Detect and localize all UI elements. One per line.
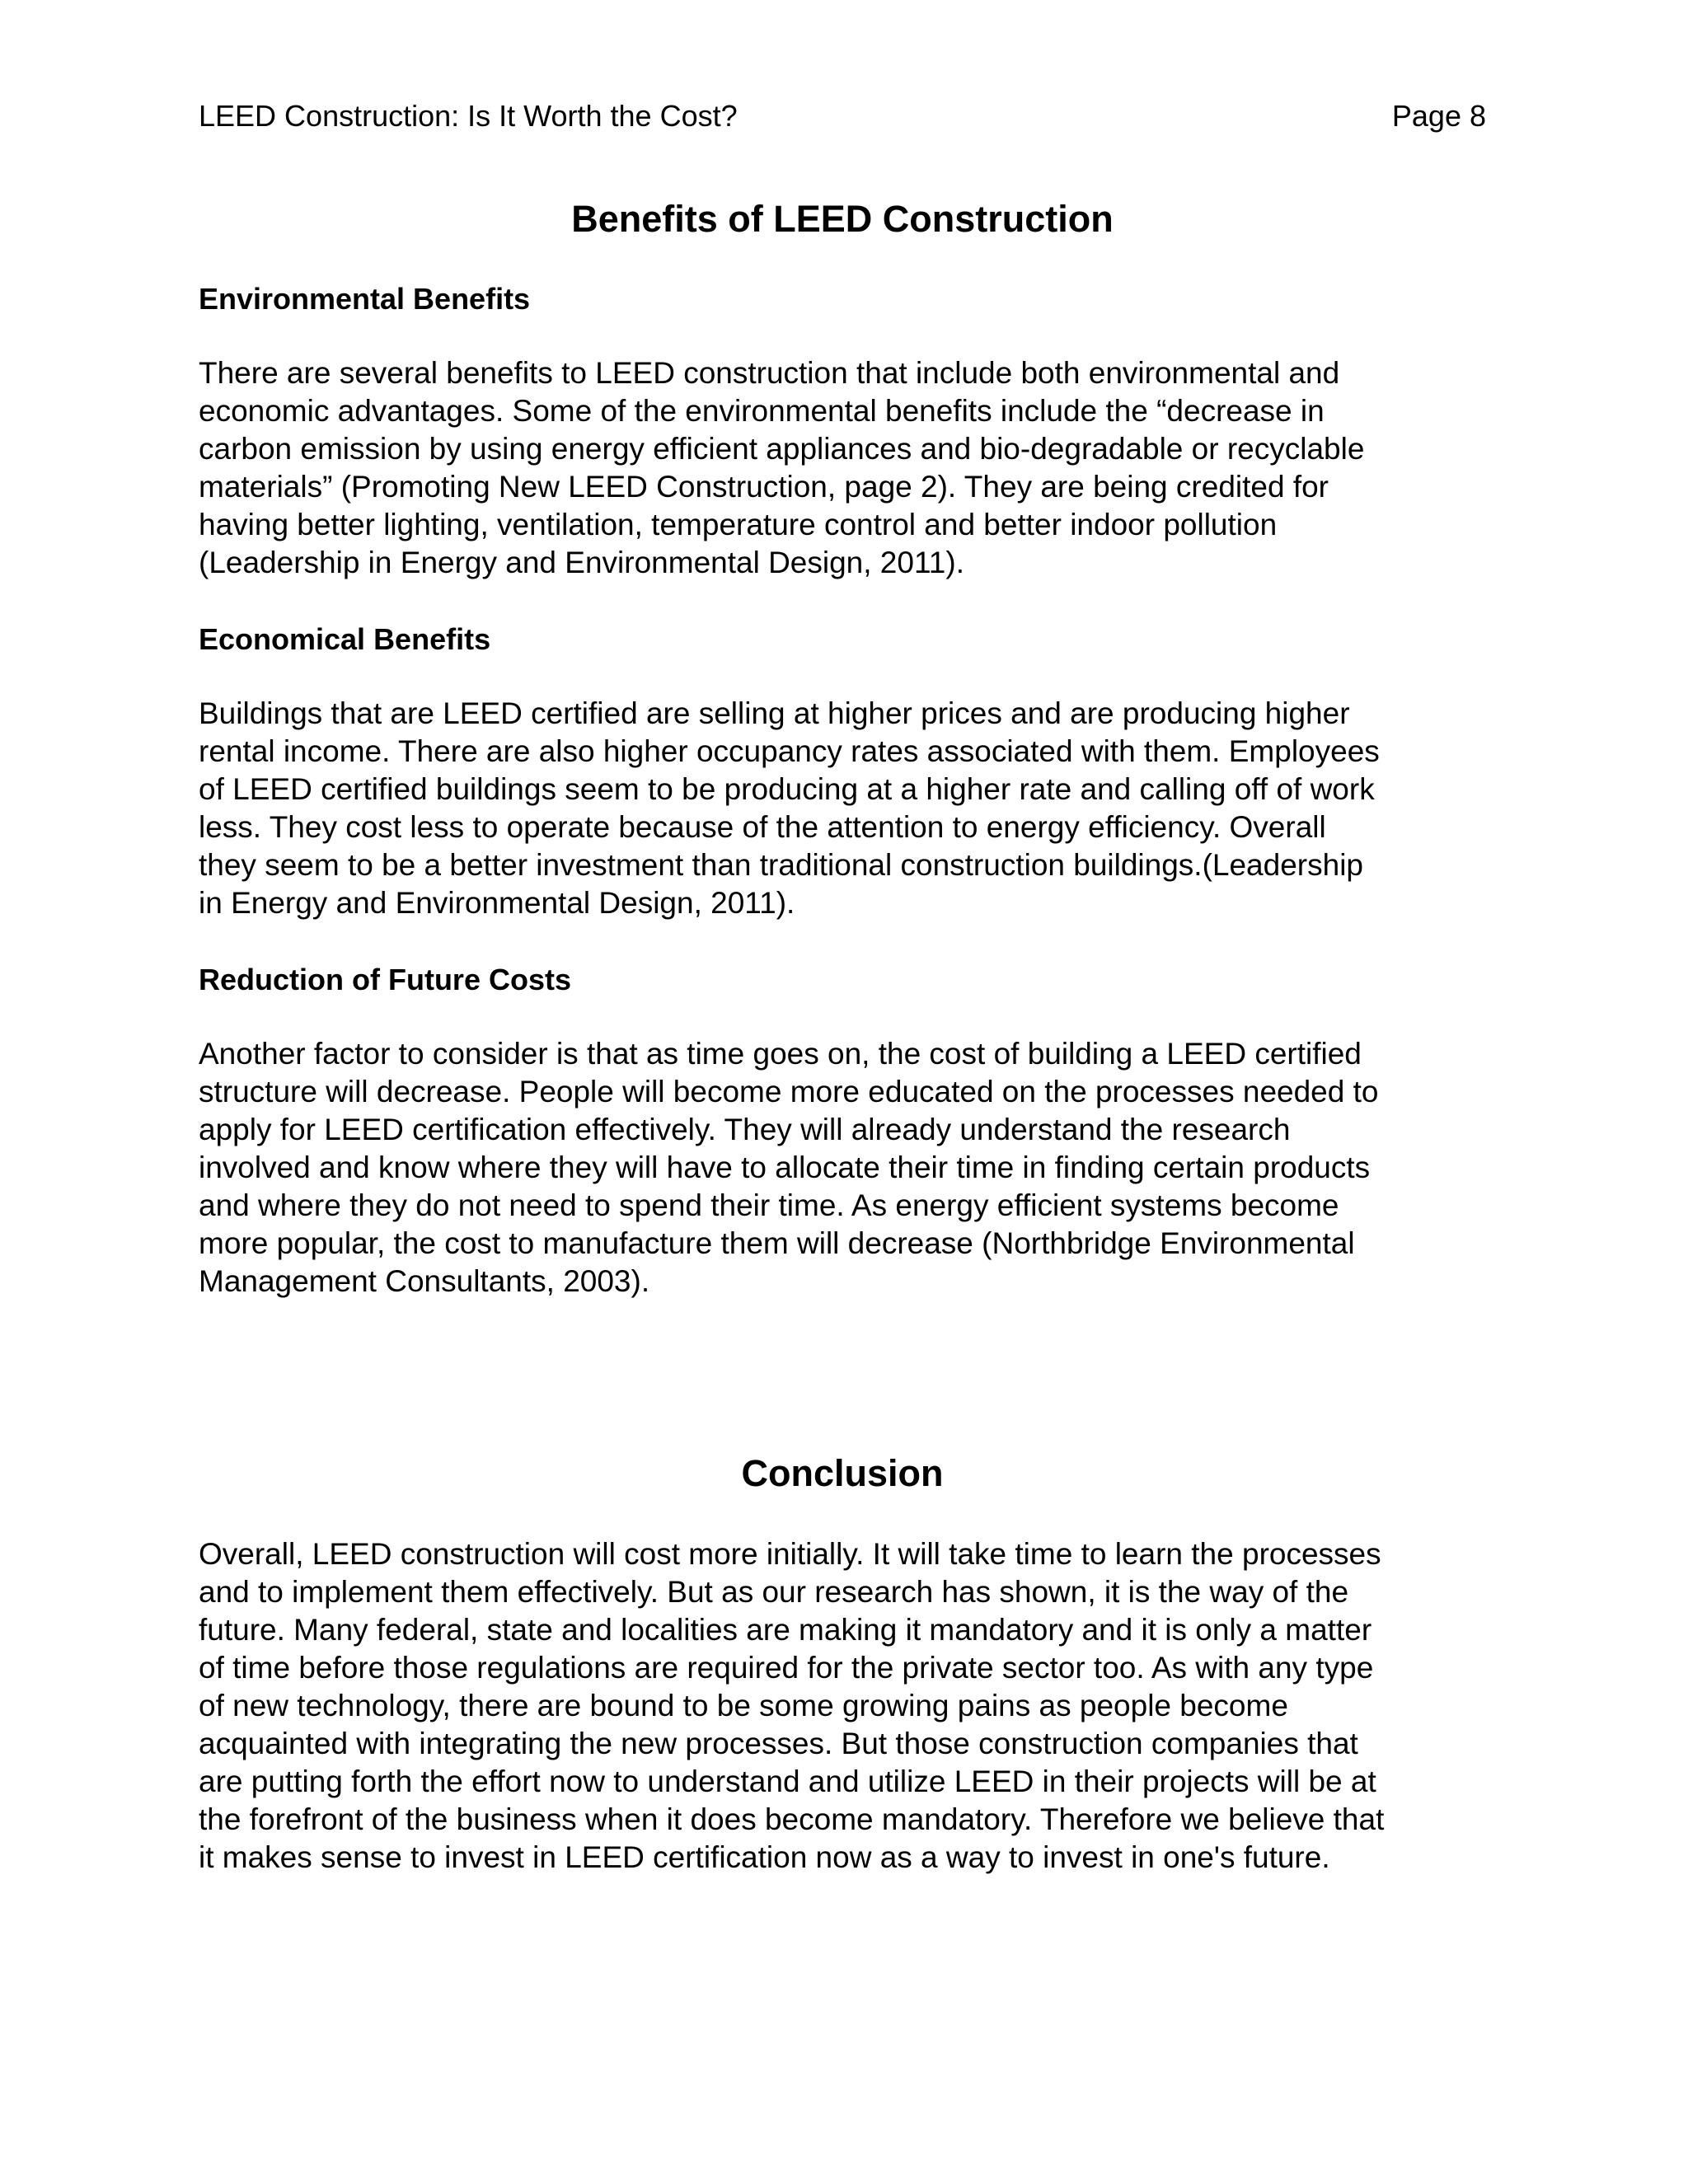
paragraph-line: materials” (Promoting New LEED Construction, page 2). They are being credited for: [199, 470, 1329, 504]
page-header: [199, 97, 1486, 135]
paragraph-line: rental income. There are also higher occupancy rates associated with them. Employees: [199, 734, 1380, 768]
paragraph-line: structure will decrease. People will become more educated on the processes needed to: [199, 1075, 1379, 1108]
paragraph-line: are putting forth the effort now to understand and utilize LEED in their projects will be at: [199, 1765, 1376, 1798]
paragraph-line: and to implement them effectively. But as our research has shown, it is the way of the: [199, 1575, 1349, 1609]
paragraph-line: future. Many federal, state and localities are making it mandatory and it is only a matter: [199, 1613, 1372, 1647]
paragraph-line: the forefront of the business when it does become mandatory. Therefore we believe that: [199, 1802, 1385, 1836]
paragraph-line: more popular, the cost to manufacture them will decrease (Northbridge Environmental: [199, 1226, 1355, 1260]
economical-benefits-heading: Economical Benefits: [199, 622, 491, 656]
environmental-benefits-paragraph: [199, 354, 1486, 582]
paragraph-line: of LEED certified buildings seem to be producing at a higher rate and calling off of work: [199, 772, 1375, 806]
conclusion-section-title: Conclusion: [741, 1452, 944, 1494]
benefits-section-title: Benefits of LEED Construction: [571, 198, 1114, 240]
paragraph-line: they seem to be a better investment than traditional construction buildings.(Leadership: [199, 848, 1363, 882]
paragraph-line: it makes sense to invest in LEED certification now as a way to invest in one's future.: [199, 1840, 1330, 1874]
paragraph-line: economic advantages. Some of the environmental benefits include the “decrease in: [199, 394, 1325, 428]
page-number: Page 8: [1391, 99, 1486, 133]
future-costs-heading: Reduction of Future Costs: [199, 963, 571, 996]
paragraph-line: Overall, LEED construction will cost more initially. It will take time to learn the processes: [199, 1537, 1381, 1571]
economical-benefits-paragraph: [199, 695, 1486, 922]
paragraph-line: involved and know where they will have to allocate their time in finding certain products: [199, 1151, 1371, 1184]
paragraph-line: There are several benefits to LEED construction that include both environmental and: [199, 356, 1340, 390]
paragraph-line: having better lighting, ventilation, temperature control and better indoor pollution: [199, 508, 1278, 541]
paragraph-line: apply for LEED certification effectively. They will already understand the research: [199, 1113, 1291, 1146]
paragraph-line: of time before those regulations are required for the private sector too. As with any type: [199, 1651, 1374, 1685]
paragraph-line: in Energy and Environmental Design, 2011).: [199, 886, 795, 920]
paragraph-line: Buildings that are LEED certified are selling at higher prices and are producing higher: [199, 696, 1350, 730]
paragraph-line: and where they do not need to spend their time. As energy efficient systems become: [199, 1188, 1339, 1222]
paragraph-line: of new technology, there are bound to be some growing pains as people become: [199, 1689, 1288, 1722]
paragraph-line: acquainted with integrating the new processes. But those construction companies that: [199, 1727, 1358, 1760]
document-title: LEED Construction: Is It Worth the Cost?: [199, 99, 738, 133]
future-costs-paragraph: [199, 1035, 1486, 1301]
environmental-benefits-heading: Environmental Benefits: [199, 282, 531, 316]
conclusion-paragraph: [199, 1535, 1486, 1877]
paragraph-line: carbon emission by using energy efficient appliances and bio-degradable or recyclable: [199, 432, 1365, 466]
paragraph-line: (Leadership in Energy and Environmental Design, 2011).: [199, 546, 964, 579]
paragraph-line: less. They cost less to operate because of the attention to energy efficiency. Overall: [199, 810, 1326, 844]
paragraph-line: Management Consultants, 2003).: [199, 1264, 650, 1298]
paragraph-line: Another factor to consider is that as time goes on, the cost of building a LEED certified: [199, 1037, 1362, 1071]
